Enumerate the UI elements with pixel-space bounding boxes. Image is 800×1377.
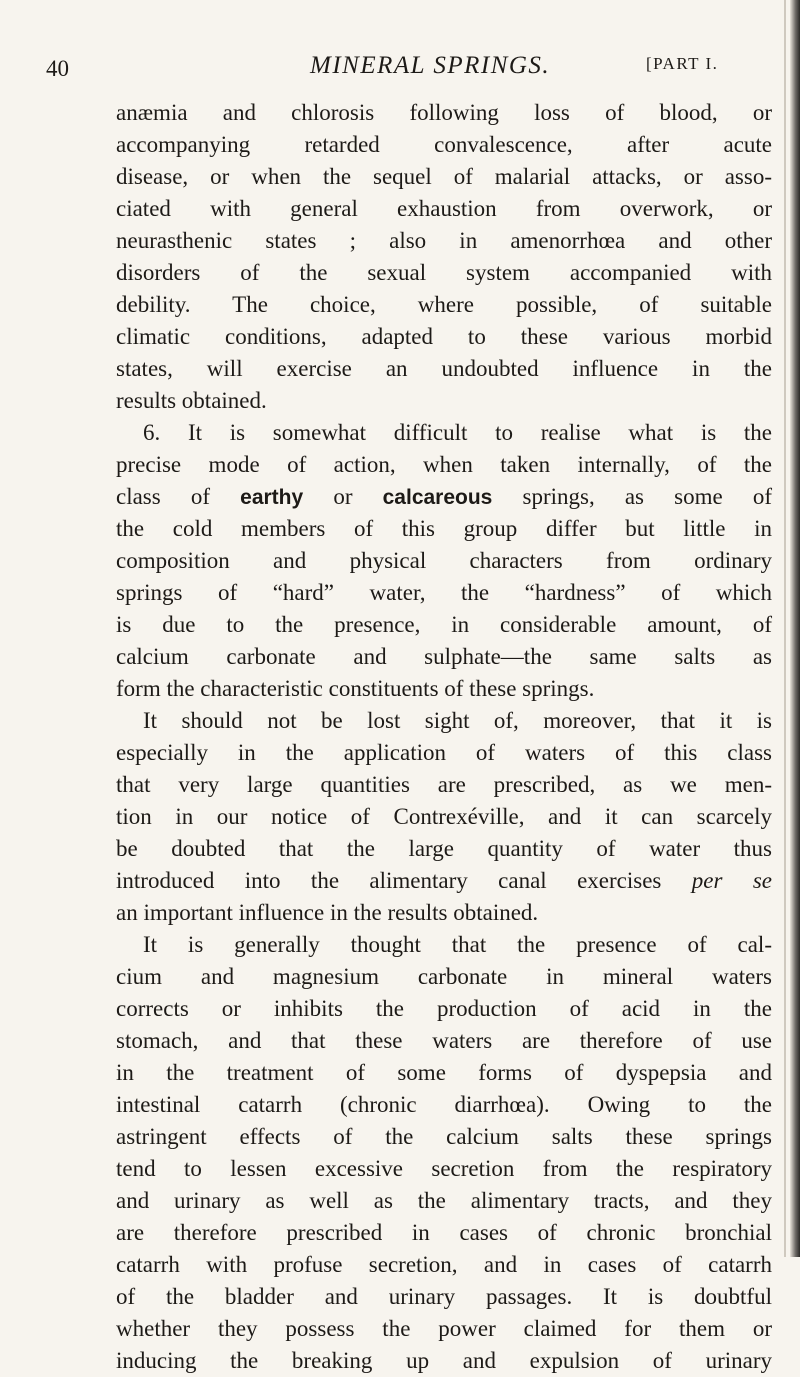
- text-line: intestinal catarrh (chronic diarrhœa). Owing to the: [116, 1092, 772, 1117]
- text-line: climatic conditions, adapted to these various morbid: [116, 324, 772, 349]
- text-line: calcium carbonate and sulphate—the same salts as: [116, 644, 772, 669]
- text-line: disease, or when the sequel of malarial attacks, or asso-: [116, 164, 772, 189]
- text-line: an important influence in the results obtained.: [116, 900, 539, 925]
- text-line: composition and physical characters from ordinary: [116, 548, 772, 573]
- text-line: 6. It is somewhat difficult to realise what is the: [143, 420, 772, 445]
- text-line: It is generally thought that the presence of cal-: [143, 932, 772, 957]
- text-line: anæmia and chlorosis following loss of blood, or: [116, 100, 772, 125]
- page-number: 40: [46, 56, 69, 81]
- text-fragment: springs, as some of: [492, 484, 772, 509]
- text-line: springs of “hard” water, the “hardness” of which: [116, 580, 772, 605]
- text-line: the cold members of this group differ but little in: [116, 516, 772, 541]
- text-fragment: or: [303, 484, 383, 509]
- text-line: corrects or inhibits the production of acid in the: [116, 996, 772, 1021]
- part-label: [PART I.: [646, 54, 719, 73]
- text-line: catarrh with profuse secretion, and in cases of catarrh: [116, 1252, 772, 1277]
- text-line: tion in our notice of Contrexéville, and it can scarcely: [116, 804, 772, 829]
- text-line: and urinary as well as the alimentary tracts, and they: [116, 1188, 772, 1213]
- text-line: precise mode of action, when taken internally, of the: [116, 452, 772, 477]
- text-line: accompanying retarded convalescence, after acute: [116, 132, 772, 157]
- running-header: [46, 52, 768, 86]
- body-text: [116, 97, 772, 1377]
- bold-term-earthy: earthy: [240, 486, 304, 509]
- page-edge-rule: [784, 0, 786, 1257]
- text-line: disorders of the sexual system accompanied with: [116, 260, 772, 285]
- text-line: especially in the application of waters of this class: [116, 740, 772, 765]
- text-line: results obtained.: [116, 388, 267, 413]
- text-line: of the bladder and urinary passages. It is doubtful: [116, 1284, 772, 1309]
- text-line-with-italic: [116, 865, 772, 897]
- text-line: astringent effects of the calcium salts these springs: [116, 1124, 772, 1149]
- text-line-with-bold-terms: [116, 481, 772, 513]
- text-line: form the characteristic constituents of these springs.: [116, 676, 595, 701]
- text-line: debility. The choice, where possible, of suitable: [116, 292, 772, 317]
- text-line: states, will exercise an undoubted influence in the: [116, 356, 772, 381]
- text-fragment: class of: [116, 484, 241, 509]
- text-line: neurasthenic states ; also in amenorrhœa and other: [116, 228, 772, 253]
- text-line: tend to lessen excessive secretion from the respiratory: [116, 1156, 772, 1181]
- text-line: It should not be lost sight of, moreover, that it is: [143, 708, 772, 733]
- text-line: whether they possess the power claimed for them or: [116, 1316, 772, 1341]
- running-title: MINERAL SPRINGS.: [310, 52, 551, 79]
- italic-term-per-se: per se: [691, 868, 772, 893]
- text-line: inducing the breaking up and expulsion of urinary: [116, 1348, 772, 1373]
- text-line: in the treatment of some forms of dyspepsia and: [116, 1060, 772, 1085]
- text-line: that very large quantities are prescribed, as we men-: [116, 772, 772, 797]
- text-line: is due to the presence, in considerable amount, of: [116, 612, 772, 637]
- text-line: stomach, and that these waters are therefore of use: [116, 1028, 772, 1053]
- bold-term-calcareous: calcareous: [382, 486, 493, 509]
- text-line: be doubted that the large quantity of water thus: [116, 836, 772, 861]
- page-edge-shadow: [790, 0, 800, 1257]
- text-line: ciated with general exhaustion from overwork, or: [116, 196, 772, 221]
- text-line: are therefore prescribed in cases of chronic bronchial: [116, 1220, 772, 1245]
- text-fragment: introduced into the alimentary canal exercises: [116, 868, 692, 893]
- text-line: cium and magnesium carbonate in mineral waters: [116, 964, 772, 989]
